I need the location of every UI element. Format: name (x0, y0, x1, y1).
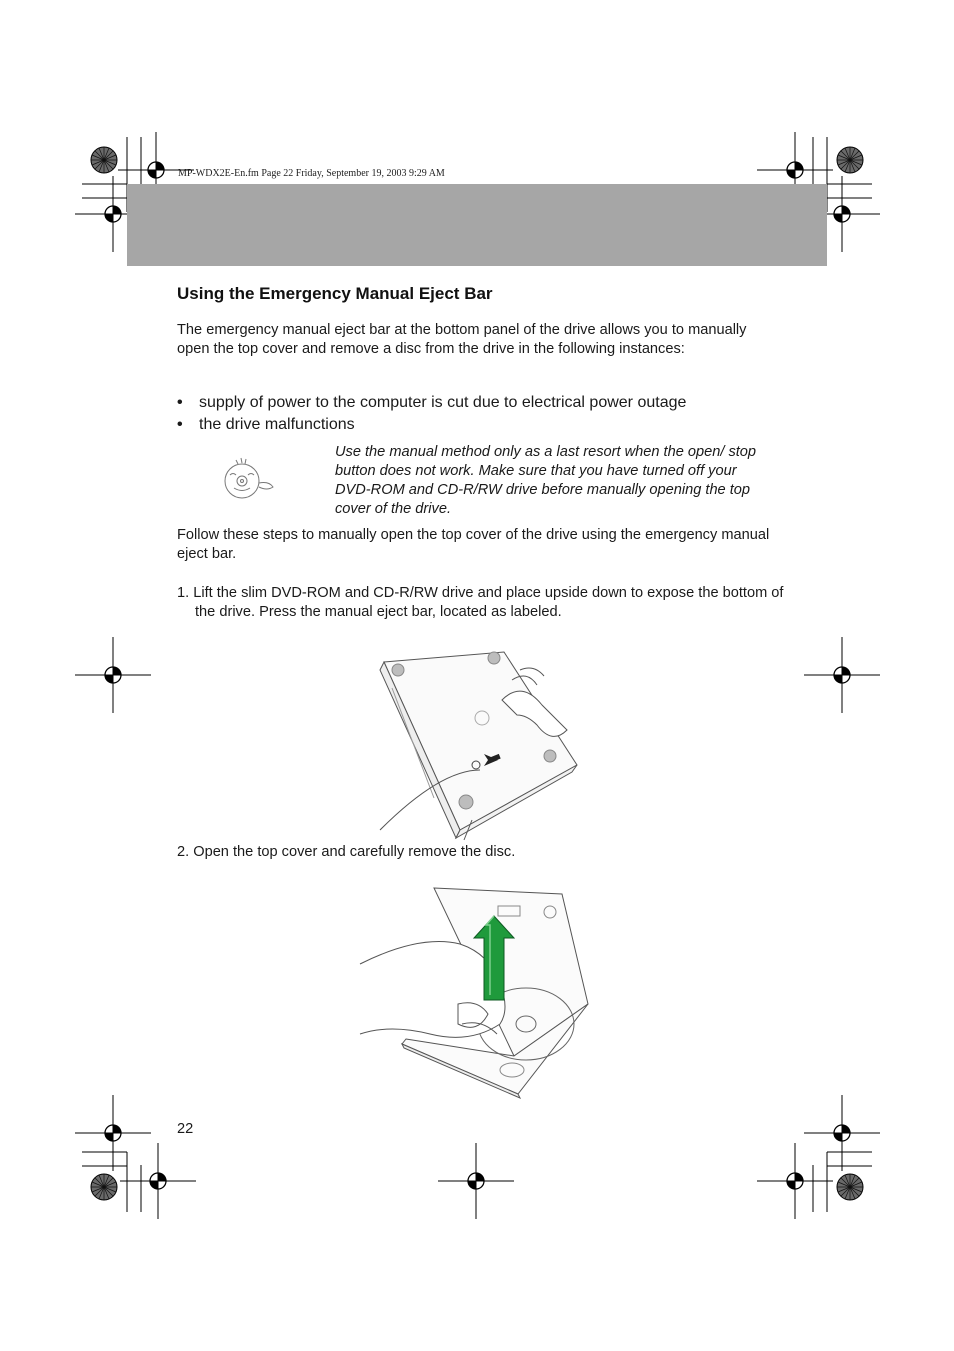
step-2-text: 2. Open the top cover and carefully remove the disc. (177, 844, 516, 860)
list-item: • supply of power to the computer is cut due to electrical power outage (177, 394, 687, 411)
disc-caution-icon (222, 455, 282, 505)
instance-list (177, 392, 777, 436)
step-2 (177, 843, 787, 862)
follow-paragraph: Follow these steps to manually open the top cover of the drive using the emergency manual eject bar. (177, 527, 770, 562)
file-info-line: MP-WDX2E-En.fm Page 22 Friday, September 19, 2003 9:29 AM (178, 168, 445, 179)
open-cover-illustration (358, 884, 598, 1099)
step-1 (177, 584, 787, 622)
list-item-text: the drive malfunctions (199, 416, 355, 433)
note-text: Use the manual method only as a last resort when the open/ stop button does not work. Make sure that you have turned off your DVD-ROM and CD-R/RW drive before manually opening the top cover of the drive. (335, 444, 757, 517)
drive-underside-illustration (372, 640, 582, 840)
list-item: • the drive malfunctions (177, 416, 355, 433)
page-number: 22 (177, 1121, 194, 1137)
step-1-text: 1. Lift the slim DVD-ROM and CD-R/RW drive and place upside down to expose the bottom of the drive. Press the manual eject bar, located as labeled. (177, 585, 784, 620)
header-band (127, 184, 827, 266)
intro-paragraph: The emergency manual eject bar at the bottom panel of the drive allows you to manually open the top cover and remove a disc from the drive in the following instances: (177, 322, 747, 357)
section-title: Using the Emergency Manual Eject Bar (177, 284, 493, 303)
list-item-text: supply of power to the computer is cut due to electrical power outage (199, 394, 687, 411)
